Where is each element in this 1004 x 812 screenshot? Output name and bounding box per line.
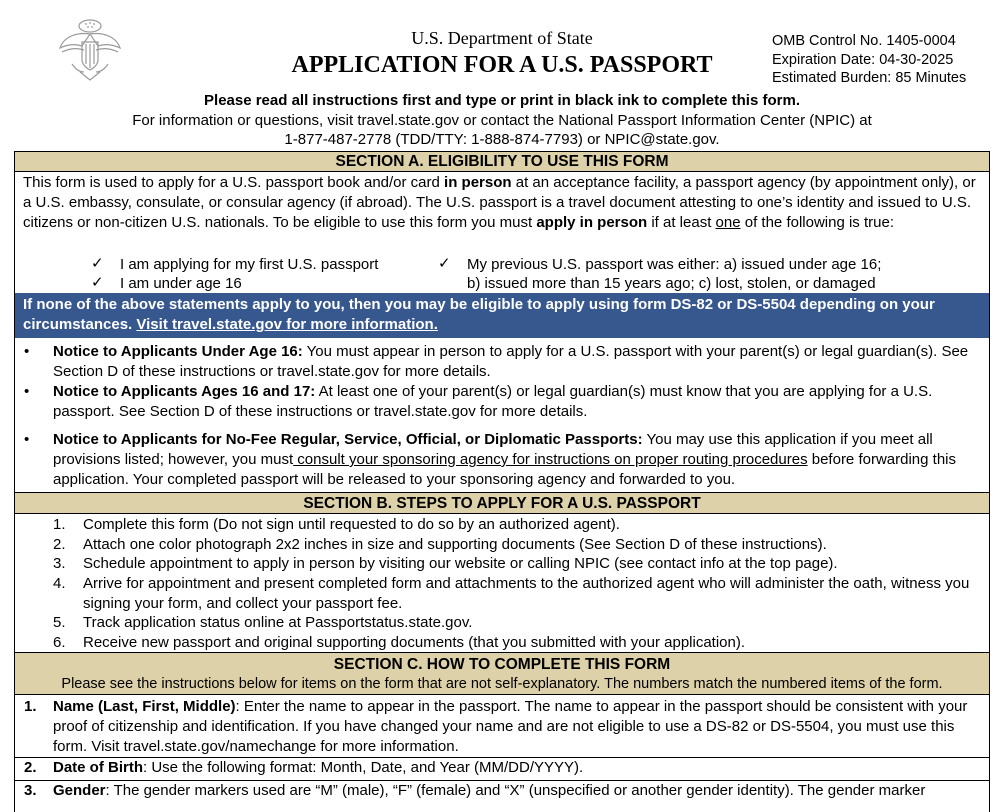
- step-text: Arrive for appointment and present completed form and attachments to the authorized agent who will administer the oath, witness you signing your form, and collect your passport fee.: [83, 575, 970, 612]
- estimated-burden: Estimated Burden: 85 Minutes: [772, 70, 967, 86]
- check-mark-icon: ✓: [91, 255, 104, 272]
- alternative-forms-notice: [15, 293, 989, 338]
- travel-state-gov-link[interactable]: Visit travel.state.gov for more information.: [136, 316, 438, 333]
- step-text: Complete this form (Do not sign until requested to do so by an authorized agent).: [83, 516, 620, 533]
- expiration-date: Expiration Date: 04-30-2025: [772, 51, 954, 68]
- para-bold: apply in person: [536, 214, 648, 231]
- item-body: : The gender markers used are “M” (male), “F” (female) and “X” (unspecified or another gender identity). The gender marker: [105, 782, 926, 799]
- item-number: 3.: [24, 782, 37, 799]
- item-title: Name (Last, First, Middle): [53, 698, 236, 715]
- notice-title: Notice to Applicants Under Age 16:: [53, 343, 303, 360]
- para-bold: in person: [444, 174, 512, 191]
- notice-body: At least one of your parent(s) or legal guardian(s) must know that you are applying for a U.S. passport. See Section D of these instructions or travel.state.gov for more details.: [53, 383, 933, 420]
- step-number: 3.: [53, 555, 66, 572]
- form-title: APPLICATION FOR A U.S. PASSPORT: [291, 52, 713, 78]
- intro-phone-line: 1-877-487-2778 (TDD/TTY: 1-888-874-7793) or NPIC@state.gov.: [284, 131, 720, 148]
- item-number: 2.: [24, 759, 37, 776]
- step-text: Receive new passport and original supporting documents (that you submitted with your application).: [83, 634, 746, 651]
- item-title: Date of Birth: [53, 759, 143, 776]
- para-underline: one: [715, 214, 741, 231]
- notice-text: If none of the above statements apply to you, then you may be eligible to apply using form DS-82 or DS-5504 depending on your circumstances.: [23, 296, 935, 333]
- notice-body: before forwarding this application. Your completed passport will be released to your sponsoring agency and forwarded to you.: [53, 451, 956, 488]
- step-text: Track application status online at Passportstatus.state.gov.: [83, 614, 473, 631]
- notice-underlined: consult your sponsoring agency for instructions on proper routing procedures: [293, 451, 808, 468]
- section-c-intro: Please see the instructions below for items on the form that are not self-explanatory. The numbers match the numbered items of the form.: [61, 676, 943, 692]
- department-name: U.S. Department of State: [411, 28, 593, 48]
- step-number: 6.: [53, 634, 66, 651]
- check-mark-icon: ✓: [438, 255, 451, 272]
- section-b-header: SECTION B. STEPS TO APPLY FOR A U.S. PASSPORT: [15, 492, 989, 514]
- check-mark-icon: ✓: [91, 274, 104, 291]
- step-number: 4.: [53, 575, 66, 592]
- department-of-state-seal-icon: [58, 14, 122, 82]
- notice-body: You must appear in person to apply for a U.S. passport with your parent(s) or legal guardian(s). See Section D of these instructions or travel.state.gov for more details.: [53, 343, 969, 380]
- eligibility-check-under-16: I am under age 16: [120, 275, 242, 292]
- section-c-header: SECTION C. HOW TO COMPLETE THIS FORM: [333, 656, 671, 673]
- para-text: at an acceptance facility, a passport agency (by appointment only), or a U.S. embassy, consulate, or consular agency (if abroad). The U.S. passport is a travel document attesting to one’s identity and issued to U.S. citizens or non-citizen U.S. nationals. To be eligible to use this form you must: [23, 174, 976, 231]
- item-body: : Use the following format: Month, Date, and Year (MM/DD/YYYY).: [143, 759, 584, 776]
- eligibility-check-previous-passport-cont: b) issued more than 15 years ago; c) lost, stolen, or damaged: [467, 275, 876, 292]
- omb-control-number: OMB Control No. 1405-0004: [772, 33, 956, 49]
- para-text: This form is used to apply for a U.S. passport book and/or card: [23, 174, 445, 191]
- item-dob-instructions: [53, 758, 983, 778]
- item-name-instructions: [53, 697, 983, 757]
- eligibility-check-first-passport: I am applying for my first U.S. passport: [120, 256, 379, 273]
- notice-no-fee-passports: [53, 430, 983, 490]
- para-text: of the following is true:: [740, 214, 894, 231]
- intro-instruction: Please read all instructions first and type or print in black ink to complete this form.: [204, 92, 800, 109]
- step-number: 1.: [53, 516, 66, 533]
- notice-body: You may use this application if you meet all provisions listed; however, you must: [53, 431, 933, 468]
- bullet-icon: •: [24, 343, 30, 360]
- notice-ages-16-17: [53, 382, 983, 422]
- intro-contact-line: For information or questions, visit travel.state.gov or contact the National Passport Information Center (NPIC) at: [132, 112, 872, 129]
- item-number: 1.: [24, 698, 37, 715]
- section-c-header-block: [15, 652, 989, 695]
- bullet-icon: •: [24, 383, 30, 400]
- omb-info: [772, 32, 966, 88]
- notice-title: Notice to Applicants for No-Fee Regular, Service, Official, or Diplomatic Passports:: [53, 431, 643, 448]
- step-text: Schedule appointment to apply in person by visiting our website or calling NPIC (see contact info at the top page).: [83, 555, 838, 572]
- instructions-form: [14, 151, 990, 812]
- step-number: 5.: [53, 614, 66, 631]
- step-text: Attach one color photograph 2x2 inches in size and supporting documents (See Section D of these instructions).: [83, 536, 827, 553]
- item-body: : Enter the name to appear in the passport. The name to appear in the passport should be consistent with your proof of citizenship and identification. If you have changed your name and are not eligible to use a DS-82 or DS-5504, you must use this form. Visit travel.state.gov/namechange for more information.: [53, 698, 968, 755]
- bullet-icon: •: [24, 431, 30, 448]
- section-a-header: SECTION A. ELIGIBILITY TO USE THIS FORM: [15, 152, 989, 172]
- notice-under-16: [53, 342, 983, 382]
- para-text: if at least: [647, 214, 716, 231]
- item-gender-instructions: [53, 781, 983, 801]
- eligibility-check-previous-passport: My previous U.S. passport was either: a) issued under age 16;: [467, 256, 882, 273]
- section-a-paragraph: [23, 173, 985, 233]
- notice-title: Notice to Applicants Ages 16 and 17:: [53, 383, 316, 400]
- step-number: 2.: [53, 536, 66, 553]
- item-title: Gender: [53, 782, 106, 799]
